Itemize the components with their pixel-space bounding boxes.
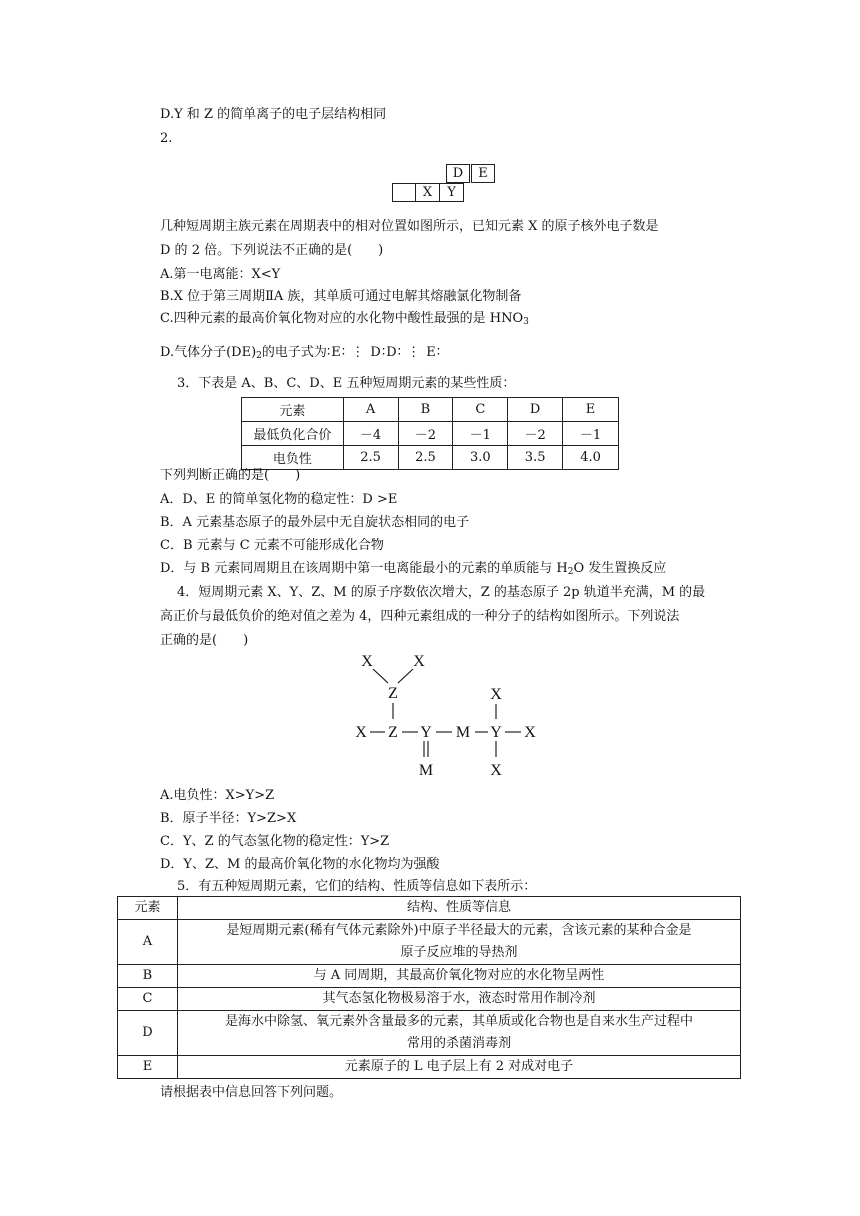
table-cell: －4 xyxy=(343,422,398,446)
table-row xyxy=(242,446,619,470)
table-cell: D xyxy=(118,1011,178,1056)
table-cell: C xyxy=(118,988,178,1011)
atom-x: X xyxy=(361,653,373,670)
q5-footer: 请根据表中信息回答下列问题。 xyxy=(160,1085,343,1100)
q4-stem-line3: 正确的是( ) xyxy=(160,633,249,648)
q2-stem-line1: 几种短周期主族元素在周期表中的相对位置如图所示，已知元素 X 的原子核外电子数是 xyxy=(160,219,659,234)
cell-line: 原子反应堆的导热剂 xyxy=(400,945,518,960)
table-cell: 元素原子的 L 电子层上有 2 对成对电子 xyxy=(177,1056,740,1079)
q3-option-d-text1: D．与 B 元素同周期且在该周期中第一电离能最小的元素的单质能与 H xyxy=(160,561,568,576)
q2-option-c-text: C.四种元素的最高价氧化物对应的水化物中酸性最强的是 HNO xyxy=(160,311,524,326)
electron-formula: ∶E∶ ⋮ D∶D∶ ⋮ E∶ xyxy=(326,345,442,360)
q3-question: 下列判断正确的是( ) xyxy=(160,468,301,483)
q2-option-d xyxy=(160,344,441,365)
q3-stem: 3．下表是 A、B、C、D、E 五种短周期元素的某些性质： xyxy=(177,376,516,391)
atom-x: X xyxy=(490,686,502,703)
grid-cell-empty xyxy=(392,183,416,202)
cell-line: 常用的杀菌消毒剂 xyxy=(406,1036,511,1051)
atom-m: M xyxy=(418,762,434,779)
table-row xyxy=(118,920,741,965)
grid-cell-x: X xyxy=(416,183,440,202)
q4-option-d: D．Y、Z、M 的最高价氧化物的水化物均为强酸 xyxy=(160,857,440,872)
q3-option-b: B．A 元素基态原子的最外层中无自旋状态相同的电子 xyxy=(160,515,470,530)
q3-option-c: C．B 元素与 C 元素不可能形成化合物 xyxy=(160,538,384,553)
table-cell xyxy=(177,920,740,965)
q5-info-table xyxy=(117,896,741,1079)
q4-stem-line1: 4．短周期元素 X、Y、Z、M 的原子序数依次增大，Z 的基态原子 2p 轨道半充满，M 的最 xyxy=(177,585,706,600)
atom-z: Z xyxy=(388,724,398,741)
q2-option-b: B.X 位于第三周期ⅡA 族，其单质可通过电解其熔融氯化物制备 xyxy=(160,289,522,304)
table-cell: 4.0 xyxy=(563,446,619,470)
table-cell: 其气态氢化物极易溶于水，液态时常用作制冷剂 xyxy=(177,988,740,1011)
table-header: 元素 xyxy=(242,398,344,422)
atom-x: X xyxy=(524,724,536,741)
grid-cell-d: D xyxy=(446,164,470,183)
table-cell: 3.5 xyxy=(508,446,563,470)
q3-option-d xyxy=(160,560,666,581)
table-cell: 与 A 同周期，其最高价氧化物对应的水化物呈两性 xyxy=(177,965,740,988)
q3-option-d-text2: O 发生置换反应 xyxy=(573,561,667,576)
table-cell: 最低负化合价 xyxy=(242,422,344,446)
q2-option-d-text1: D.气体分子(DE) xyxy=(160,345,257,360)
q4-option-c: C．Y、Z 的气态氢化物的稳定性：Y>Z xyxy=(160,834,390,849)
q2-option-d-text2: 的电子式为 xyxy=(261,345,327,360)
table-header: A xyxy=(343,398,398,422)
cell-line: 是海水中除氢、氧元素外含量最多的元素，其单质或化合物也是自来水生产过程中 xyxy=(224,1014,693,1029)
q4-molecule-structure xyxy=(340,648,550,780)
table-cell: B xyxy=(118,965,178,988)
bond xyxy=(398,669,413,683)
table-cell: －1 xyxy=(563,422,619,446)
grid-cell-e: E xyxy=(471,164,495,183)
q2-stem-line2: D 的 2 倍。下列说法不正确的是( ) xyxy=(160,243,384,258)
table-cell: A xyxy=(118,920,178,965)
table-header: B xyxy=(398,398,453,422)
table-header: C xyxy=(453,398,508,422)
atom-m: M xyxy=(455,724,471,741)
q3-option-d-sub: 2 xyxy=(567,567,574,577)
q2-option-c xyxy=(160,310,529,331)
table-header: D xyxy=(508,398,563,422)
table-cell: E xyxy=(118,1056,178,1079)
table-cell: －2 xyxy=(398,422,453,446)
atom-y: Y xyxy=(420,724,432,741)
table-row xyxy=(242,422,619,446)
table-cell: －2 xyxy=(508,422,563,446)
atom-x: X xyxy=(355,724,367,741)
atom-x: X xyxy=(413,653,425,670)
cell-line: 是短周期元素(稀有气体元素除外)中原子半径最大的元素，含该元素的某种合金是 xyxy=(226,923,692,938)
table-cell: －1 xyxy=(453,422,508,446)
grid-cell-y: Y xyxy=(440,183,464,202)
table-cell: 2.5 xyxy=(398,446,453,470)
table-header: E xyxy=(563,398,619,422)
q2-option-d-sub: 2 xyxy=(256,351,262,361)
table-header-row xyxy=(118,897,741,920)
table-cell: 电负性 xyxy=(242,446,344,470)
table-cell xyxy=(177,1011,740,1056)
q4-option-a: A.电负性：X>Y>Z xyxy=(160,788,275,803)
table-row xyxy=(118,965,741,988)
q3-option-a: A．D、E 的简单氢化物的稳定性：D >E xyxy=(160,492,398,507)
table-cell: 3.0 xyxy=(453,446,508,470)
atom-x: X xyxy=(490,762,502,779)
table-row xyxy=(118,1056,741,1079)
q4-option-b: B．原子半径：Y>Z>X xyxy=(160,811,297,826)
bond-lines xyxy=(370,669,521,757)
q5-stem: 5．有五种短周期元素，它们的结构、性质等信息如下表所示： xyxy=(177,879,537,894)
table-row xyxy=(118,988,741,1011)
table-header: 元素 xyxy=(118,897,178,920)
table-header: 结构、性质等信息 xyxy=(177,897,740,920)
q1-option-d: D.Y 和 Z 的简单离子的电子层结构相同 xyxy=(160,107,387,122)
q2-number: 2. xyxy=(160,131,173,146)
atom-y: Y xyxy=(490,724,502,741)
bond xyxy=(373,669,388,683)
table-cell: 2.5 xyxy=(343,446,398,470)
table-row xyxy=(118,1011,741,1056)
atom-z: Z xyxy=(388,685,398,702)
q2-option-c-sub: 3 xyxy=(523,317,529,327)
table-header-row xyxy=(242,398,619,422)
q2-option-a: A.第一电离能：X<Y xyxy=(160,267,281,282)
q3-property-table xyxy=(241,397,619,470)
q4-stem-line2: 高正价与最低负价的绝对值之差为 4，四种元素组成的一种分子的结构如图所示。下列说法 xyxy=(160,609,680,624)
